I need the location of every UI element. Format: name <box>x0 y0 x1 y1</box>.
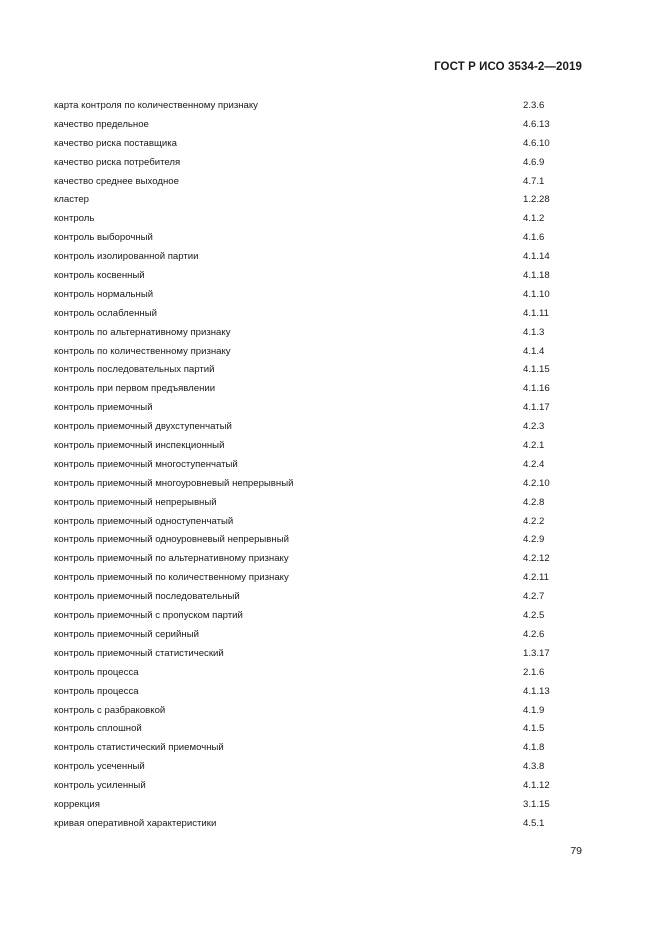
index-term: контроль по количественному признаку <box>54 345 231 357</box>
index-ref: 4.5.1 <box>523 817 545 829</box>
index-entry <box>54 739 594 758</box>
index-term: контроль по альтернативному признаку <box>54 326 231 338</box>
index-ref: 4.1.11 <box>523 307 549 319</box>
index-ref: 4.6.9 <box>523 156 545 168</box>
index-ref: 4.3.8 <box>523 761 545 773</box>
index-ref: 4.1.8 <box>523 742 545 754</box>
index-ref: 2.1.6 <box>523 666 545 678</box>
index-ref: 4.1.4 <box>523 345 545 357</box>
index-entry <box>54 626 594 645</box>
index-entry <box>54 815 594 834</box>
index-ref: 3.1.15 <box>523 798 550 810</box>
index-entry <box>54 343 594 362</box>
index-term: кривая оперативной характеристики <box>54 817 217 829</box>
index-term: контроль приемочный двухступенчатый <box>54 421 232 433</box>
index-ref: 4.1.5 <box>523 723 545 735</box>
index-entry <box>54 720 594 739</box>
index-entry <box>54 97 594 116</box>
index-entry <box>54 645 594 664</box>
index-entry <box>54 324 594 343</box>
index-ref: 4.1.3 <box>523 326 545 338</box>
index-term: контроль приемочный одноуровневый непрерывный <box>54 534 289 546</box>
index-ref: 4.2.9 <box>523 534 545 546</box>
index-term: контроль косвенный <box>54 270 145 282</box>
index-entry <box>54 305 594 324</box>
index-entry <box>54 380 594 399</box>
index-entry <box>54 116 594 135</box>
index-term: контроль приемочный многоуровневый непрерывный <box>54 477 294 489</box>
index-term: контроль приемочный одноступенчатый <box>54 515 234 527</box>
index-entry <box>54 286 594 305</box>
index-ref: 1.3.17 <box>523 647 550 659</box>
index-ref: 4.1.12 <box>523 780 550 792</box>
index-ref: 4.2.10 <box>523 477 550 489</box>
index-ref: 4.2.3 <box>523 421 545 433</box>
index-term: качество риска потребителя <box>54 156 181 168</box>
index-term: контроль с разбраковкой <box>54 704 166 716</box>
index-term: качество предельное <box>54 118 149 130</box>
index-entry <box>54 664 594 683</box>
index-term: контроль последовательных партий <box>54 364 215 376</box>
index-entry <box>54 569 594 588</box>
index-term: контроль приемочный по альтернативному признаку <box>54 553 289 565</box>
index-ref: 4.1.15 <box>523 364 550 376</box>
index-ref: 4.2.8 <box>523 496 545 508</box>
index-term: контроль приемочный инспекционный <box>54 440 225 452</box>
index-term: контроль усеченный <box>54 761 145 773</box>
index-entry <box>54 154 594 173</box>
index-entry <box>54 173 594 192</box>
index-entry <box>54 229 594 248</box>
index-ref: 4.2.4 <box>523 458 545 470</box>
index-term: контроль приемочный по количественному признаку <box>54 572 289 584</box>
index-term: контроль приемочный <box>54 402 153 414</box>
index-entry <box>54 777 594 796</box>
index-entry <box>54 135 594 154</box>
index-term: контроль нормальный <box>54 288 154 300</box>
index-term: контроль усиленный <box>54 780 146 792</box>
index-entry <box>54 531 594 550</box>
index-ref: 4.1.10 <box>523 288 550 300</box>
index-entry <box>54 550 594 569</box>
index-ref: 4.1.13 <box>523 685 550 697</box>
index-entry <box>54 607 594 626</box>
index-term: контроль приемочный последовательный <box>54 591 240 603</box>
index-ref: 4.1.9 <box>523 704 545 716</box>
index-ref: 4.1.14 <box>523 251 550 263</box>
index-ref: 4.2.5 <box>523 610 545 622</box>
index-term: контроль ослабленный <box>54 307 157 319</box>
index-entry <box>54 248 594 267</box>
page-number: 79 <box>570 845 582 857</box>
index-term: контроль статистический приемочный <box>54 742 224 754</box>
index-entry <box>54 267 594 286</box>
index-entry <box>54 191 594 210</box>
index-ref: 4.1.17 <box>523 402 550 414</box>
index-term: контроль изолированной партии <box>54 251 199 263</box>
index-entry <box>54 210 594 229</box>
index-entry <box>54 437 594 456</box>
index-ref: 4.7.1 <box>523 175 545 187</box>
index-ref: 4.6.10 <box>523 137 550 149</box>
index-entry <box>54 494 594 513</box>
index-ref: 4.2.6 <box>523 628 545 640</box>
index-ref: 4.2.12 <box>523 553 550 565</box>
index-entry <box>54 456 594 475</box>
index-ref: 1.2.28 <box>523 194 550 206</box>
index-term: контроль сплошной <box>54 723 142 735</box>
index-term: контроль процесса <box>54 666 139 678</box>
index-ref: 4.2.11 <box>523 572 549 584</box>
index-term: контроль приемочный с пропуском партий <box>54 610 243 622</box>
index-ref: 4.1.6 <box>523 232 545 244</box>
term-index-list <box>54 97 594 834</box>
index-term: контроль процесса <box>54 685 139 697</box>
index-entry <box>54 683 594 702</box>
index-entry <box>54 418 594 437</box>
index-entry <box>54 796 594 815</box>
index-entry <box>54 758 594 777</box>
index-ref: 4.2.1 <box>523 440 545 452</box>
index-entry <box>54 702 594 721</box>
index-term: коррекция <box>54 798 100 810</box>
index-term: качество среднее выходное <box>54 175 179 187</box>
index-ref: 2.3.6 <box>523 100 545 111</box>
document-id-header: ГОСТ Р ИСО 3534-2—2019 <box>434 61 582 73</box>
index-term: контроль выборочный <box>54 232 153 244</box>
index-entry <box>54 399 594 418</box>
index-ref: 4.2.7 <box>523 591 545 603</box>
index-entry <box>54 513 594 532</box>
index-entry <box>54 588 594 607</box>
index-ref: 4.2.2 <box>523 515 545 527</box>
index-ref: 4.1.16 <box>523 383 550 395</box>
index-entry <box>54 361 594 380</box>
index-ref: 4.1.2 <box>523 213 545 225</box>
index-term: контроль <box>54 213 95 225</box>
index-term: кластер <box>54 194 89 206</box>
index-ref: 4.6.13 <box>523 118 550 130</box>
index-term: контроль при первом предъявлении <box>54 383 216 395</box>
index-term: контроль приемочный статистический <box>54 647 224 659</box>
index-ref: 4.1.18 <box>523 270 550 282</box>
index-entry <box>54 475 594 494</box>
index-term: качество риска поставщика <box>54 137 177 149</box>
index-term: контроль приемочный серийный <box>54 628 199 640</box>
index-term: контроль приемочный непрерывный <box>54 496 217 508</box>
index-term: контроль приемочный многоступенчатый <box>54 458 238 470</box>
index-term: карта контроля по количественному признаку <box>54 100 258 111</box>
